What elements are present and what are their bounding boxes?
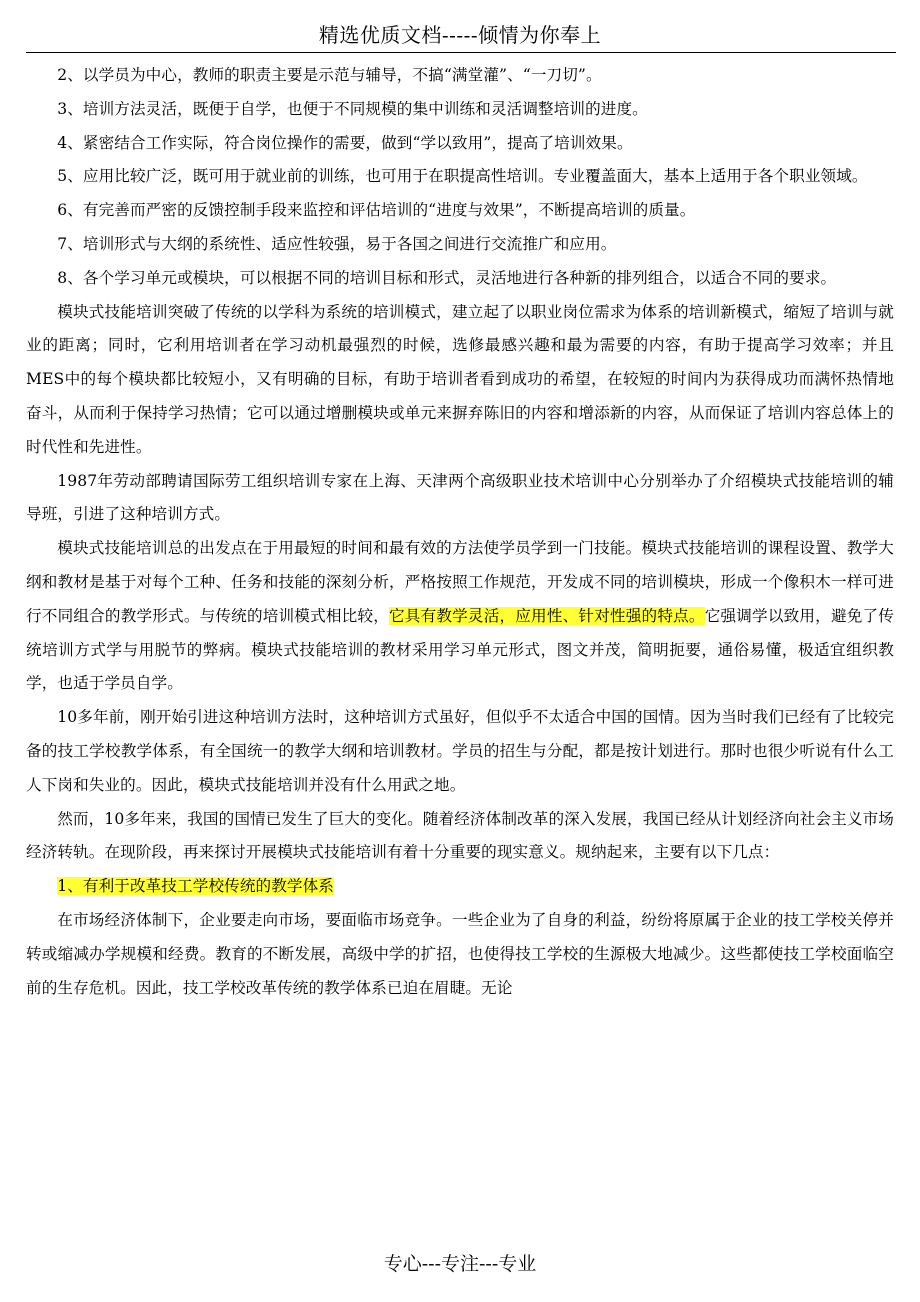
paragraph-mes-purpose-before: 模块式技能培训总的出发点在于用最短的时间和最有效的方法使学员学到一门技能。模块式技能培训的课程设置、教学大纲和教材是基于对每个工种、任务和技能的深刻分析，严格按照工作规范，开发成不同的培训模块，形成一个像积木一样可进行不同组合的教学形式。与传统的培训模式相比较， [26, 539, 894, 625]
document-body [26, 59, 894, 1005]
header-rule [26, 52, 896, 53]
paragraph-market-economy: 在市场经济体制下，企业要走向市场，要面临市场竞争。一些企业为了自身的利益，纷纷将原属于企业的技工学校关停并转或缩减办学规模和经费。教育的不断发展，高级中学的扩招，也使得技工学校的生源极大地减少。这些都使技工学校面临空前的生存危机。因此，技工学校改革传统的教学体系已迫在眉睫。无论 [26, 910, 894, 997]
paragraph-mes-advantages: 模块式技能培训突破了传统的以学科为系统的培训模式，建立起了以职业岗位需求为体系的培训新模式，缩短了培训与就业的距离；同时，它利用培训者在学习动机最强烈的时候，选修最感兴趣和最为需要的内容，有助于提高学习效率；并且MES中的每个模块都比较短小，又有明确的目标，有助于培训者看到成功的希望，在较短的时间内为获得成功而满怀热情地奋斗，从而利于保持学习热情；它可以通过增删模块或单元来摒弃陈旧的内容和增添新的内容，从而保证了培训内容总体上的时代性和先进性。 [26, 302, 894, 456]
paragraph-1987-introduction: 1987年劳动部聘请国际劳工组织培训专家在上海、天津两个高级职业技术培训中心分别举办了介绍模块式技能培训的辅导班，引进了这种培训方式。 [26, 471, 894, 524]
page-footer: 专心---专注---专业 [383, 1253, 537, 1275]
page-header: 精选优质文档-----倾情为你奉上 [318, 23, 602, 47]
section-heading [26, 870, 894, 904]
paragraph-ten-years-ago: 10多年前，刚开始引进这种培训方法时，这种培训方式虽好，但似乎不太适合中国的国情。因为当时我们已经有了比较完备的技工学校教学体系，有全国统一的教学大纲和培训教材。学员的招生与分配，都是按计划进行。那时也很少听说有什么工人下岗和失业的。因此，模块式技能培训并没有什么用武之地。 [26, 708, 894, 794]
paragraph-item-8: 8、各个学习单元或模块，可以根据不同的培训目标和形式，灵活地进行各种新的排列组合，以适合不同的要求。 [57, 268, 837, 287]
paragraph-item-5: 5、应用比较广泛，既可用于就业前的训练，也可用于在职提高性培训。专业覆盖面大，基本上适用于各个职业领域。 [57, 167, 868, 186]
paragraph-item-2: 2、以学员为中心，教师的职责主要是示范与辅导，不搞“满堂灌”、“一刀切”。 [57, 66, 602, 84]
paragraph-item-3: 3、培训方法灵活，既便于自学，也便于不同规模的集中训练和灵活调整培训的进度。 [57, 99, 648, 118]
paragraph-mes-purpose-after: 它强调学以致用，避免了传统培训方式学与用脱节的弊病。模块式技能培训的教材采用学习单元形式，图文并茂，简明扼要，通俗易懂，极适宜组织教学，也适于学员自学。 [26, 606, 894, 693]
paragraph-item-4: 4、紧密结合工作实际，符合岗位操作的需要，做到“学以致用”，提高了培训效果。 [57, 133, 633, 152]
highlighted-text: 它具有教学灵活，应用性、针对性强的特点。 [389, 606, 705, 625]
highlighted-heading: 1、有利于改革技工学校传统的教学体系 [57, 877, 335, 896]
paragraph-item-6: 6、有完善而严密的反馈控制手段来监控和评估培训的“进度与效果”，不断提高培训的质量。 [57, 201, 696, 220]
paragraph-mes-purpose [26, 532, 894, 701]
paragraph-item-7: 7、培训形式与大纲的系统性、适应性较强，易于各国之间进行交流推广和应用。 [57, 234, 617, 253]
paragraph-however: 然而，10多年来，我国的国情已发生了巨大的变化。随着经济体制改革的深入发展，我国已经从计划经济向社会主义市场经济转轨。在现阶段，再来探讨开展模块式技能培训有着十分重要的现实意义。规纳起来，主要有以下几点： [26, 809, 894, 862]
